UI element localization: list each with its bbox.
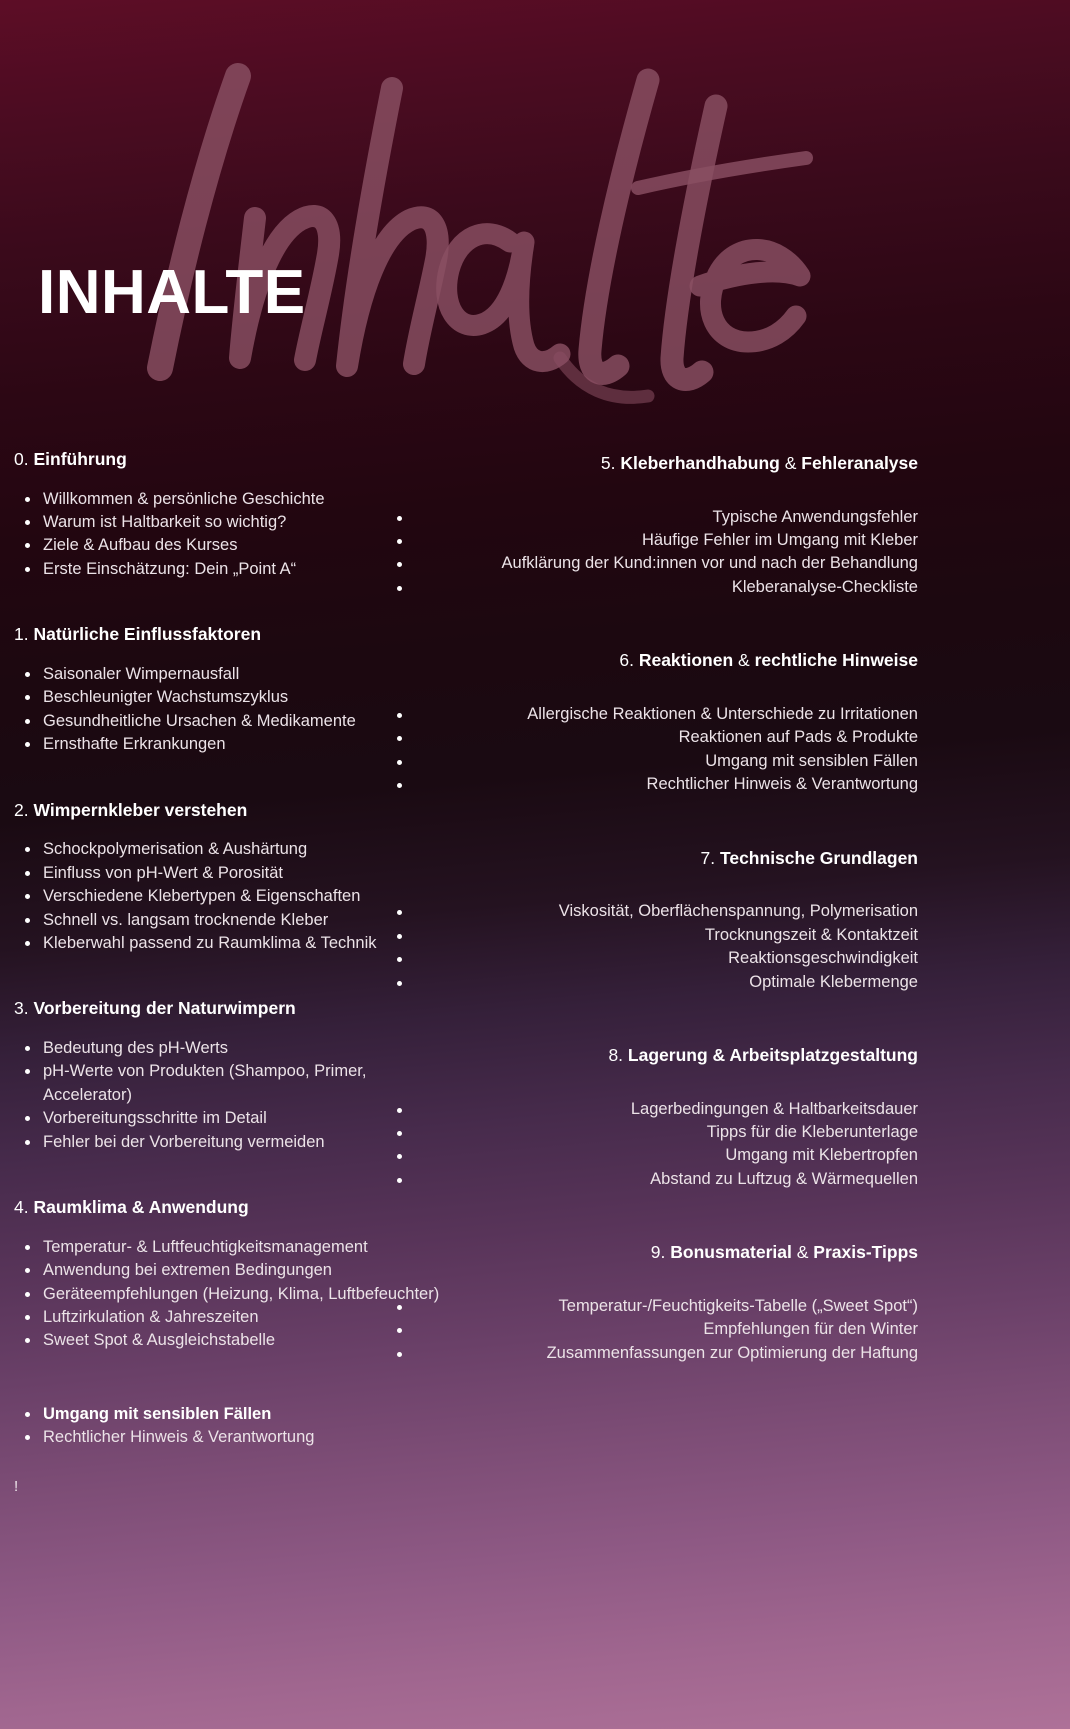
- list-item: Temperatur-/Feuchtigkeits-Tabelle („Sweet Spot“): [383, 1295, 918, 1318]
- section-heading-1: [14, 623, 444, 647]
- section-number: 0.: [14, 449, 29, 469]
- list-item: Zusammenfassungen zur Optimierung der Haftung: [383, 1342, 918, 1365]
- section-title-part-1: Kleberhandhabung: [620, 453, 780, 473]
- list-item: Anwendung bei extremen Bedingungen: [14, 1259, 444, 1282]
- list-item: Temperatur- & Luftfeuchtigkeitsmanagement: [14, 1236, 444, 1259]
- section-title: Natürliche Einflussfaktoren: [33, 624, 262, 645]
- trailing-list: [14, 1403, 444, 1450]
- inhalte-script-watermark: [0, 28, 1070, 408]
- section-number: 8.: [608, 1044, 624, 1065]
- section-title-part-2: Praxis-Tipps: [813, 1242, 918, 1263]
- section-list-1: [14, 663, 444, 757]
- section-title-amp: &: [784, 453, 797, 473]
- section-list-7: [383, 900, 918, 994]
- section-heading-6: [383, 649, 918, 673]
- list-item: Reaktionsgeschwindigkeit: [383, 947, 918, 970]
- section-title-amp: &: [738, 650, 750, 671]
- section-title: Wimpernkleber verstehen: [33, 799, 248, 820]
- section-title-part-1: Reaktionen: [638, 650, 734, 671]
- list-item: Abstand zu Luftzug & Wärmequellen: [383, 1168, 918, 1191]
- list-item: Kleberanalyse-Checkliste: [383, 576, 918, 599]
- list-item: Optimale Klebermenge: [383, 971, 918, 994]
- section-title-part-1: Lagerung & Arbeitsplatzgestaltung: [627, 1044, 918, 1065]
- list-item: pH-Werte von Produkten (Shampoo, Primer, Accelerator): [14, 1060, 444, 1107]
- section-list-9: [383, 1295, 918, 1365]
- section-heading-7: [383, 847, 918, 871]
- section-title-amp: &: [796, 1242, 809, 1263]
- section-title-part-1: Bonusmaterial: [670, 1242, 792, 1263]
- list-item: Empfehlungen für den Winter: [383, 1318, 918, 1341]
- list-item: Sweet Spot & Ausgleichstabelle: [14, 1329, 444, 1352]
- list-item: Fehler bei der Vorbereitung vermeiden: [14, 1131, 444, 1154]
- section-list-8: [383, 1098, 918, 1192]
- list-item: Kleberwahl passend zu Raumklima & Technik: [14, 932, 444, 955]
- list-item: Willkommen & persönliche Geschichte: [14, 488, 444, 511]
- section-number: 5.: [600, 453, 616, 473]
- left-column: [14, 448, 444, 1450]
- list-item: Typische Anwendungsfehler: [383, 506, 918, 529]
- list-item: Reaktionen auf Pads & Produkte: [383, 726, 918, 749]
- list-item: Vorbereitungsschritte im Detail: [14, 1107, 444, 1130]
- section-heading-2: [14, 799, 444, 823]
- section-heading-0: [14, 448, 444, 472]
- list-item: Erste Einschätzung: Dein „Point A“: [14, 558, 444, 581]
- section-list-2: [14, 838, 444, 955]
- list-item: Tipps für die Kleberunterlage: [383, 1121, 918, 1144]
- section-list-6: [383, 703, 918, 797]
- section-title-part-2: Fehleranalyse: [801, 453, 918, 473]
- list-item: Umgang mit Klebertropfen: [383, 1144, 918, 1167]
- section-number: 9.: [650, 1242, 666, 1263]
- section-heading-8: [383, 1044, 918, 1068]
- section-list-0: [14, 488, 444, 582]
- list-item: Verschiedene Klebertypen & Eigenschaften: [14, 885, 444, 908]
- section-title: Raumklima & Anwendung: [33, 1197, 249, 1218]
- list-item: Ernsthafte Erkrankungen: [14, 733, 444, 756]
- section-heading-4: [14, 1196, 444, 1220]
- list-item: Lagerbedingungen & Haltbarkeitsdauer: [383, 1098, 918, 1121]
- list-item: Gesundheitliche Ursachen & Medikamente: [14, 710, 444, 733]
- list-item: Beschleunigter Wachstumszyklus: [14, 686, 444, 709]
- list-item: Rechtlicher Hinweis & Verantwortung: [383, 773, 918, 796]
- right-column: [383, 452, 918, 1365]
- section-title: Vorbereitung der Naturwimpern: [33, 998, 296, 1019]
- section-list-4: [14, 1236, 444, 1353]
- list-item: Geräteempfehlungen (Heizung, Klima, Luftbefeuchter): [14, 1283, 444, 1306]
- section-list-3: [14, 1037, 444, 1154]
- list-item: Aufklärung der Kund:innen vor und nach der Behandlung: [383, 552, 918, 575]
- list-item: Warum ist Haltbarkeit so wichtig?: [14, 511, 444, 534]
- list-item: Bedeutung des pH-Werts: [14, 1037, 444, 1060]
- trailing-exclamation: !: [14, 1478, 19, 1495]
- list-item: Saisonaler Wimpernausfall: [14, 663, 444, 686]
- list-item: Einfluss von pH-Wert & Porosität: [14, 862, 444, 885]
- section-heading-3: [14, 997, 444, 1021]
- list-item: Viskosität, Oberflächenspannung, Polymerisation: [383, 900, 918, 923]
- list-item: Schockpolymerisation & Aushärtung: [14, 838, 444, 861]
- section-number: 3.: [14, 998, 29, 1019]
- list-item: Allergische Reaktionen & Unterschiede zu Irritationen: [383, 703, 918, 726]
- section-title: Einführung: [33, 449, 127, 469]
- section-title-part-2: rechtliche Hinweise: [754, 650, 918, 671]
- list-item: Häufige Fehler im Umgang mit Kleber: [383, 529, 918, 552]
- list-item: Rechtlicher Hinweis & Verantwortung: [14, 1426, 444, 1449]
- list-item: Ziele & Aufbau des Kurses: [14, 534, 444, 557]
- list-item: Luftzirkulation & Jahreszeiten: [14, 1306, 444, 1329]
- page-title: INHALTE: [38, 258, 306, 327]
- section-number: 2.: [14, 799, 29, 820]
- list-item: Schnell vs. langsam trocknende Kleber: [14, 909, 444, 932]
- list-item: Trocknungszeit & Kontaktzeit: [383, 924, 918, 947]
- section-title-part-1: Technische Grundlagen: [719, 847, 918, 868]
- section-number: 4.: [14, 1197, 29, 1218]
- section-number: 7.: [700, 847, 716, 868]
- section-number: 1.: [14, 624, 29, 645]
- list-item: Umgang mit sensiblen Fällen: [383, 750, 918, 773]
- section-heading-5: [383, 452, 918, 476]
- section-list-5: [383, 506, 918, 600]
- section-heading-9: [383, 1241, 918, 1265]
- list-item: Umgang mit sensiblen Fällen: [14, 1403, 444, 1426]
- section-number: 6.: [619, 650, 634, 671]
